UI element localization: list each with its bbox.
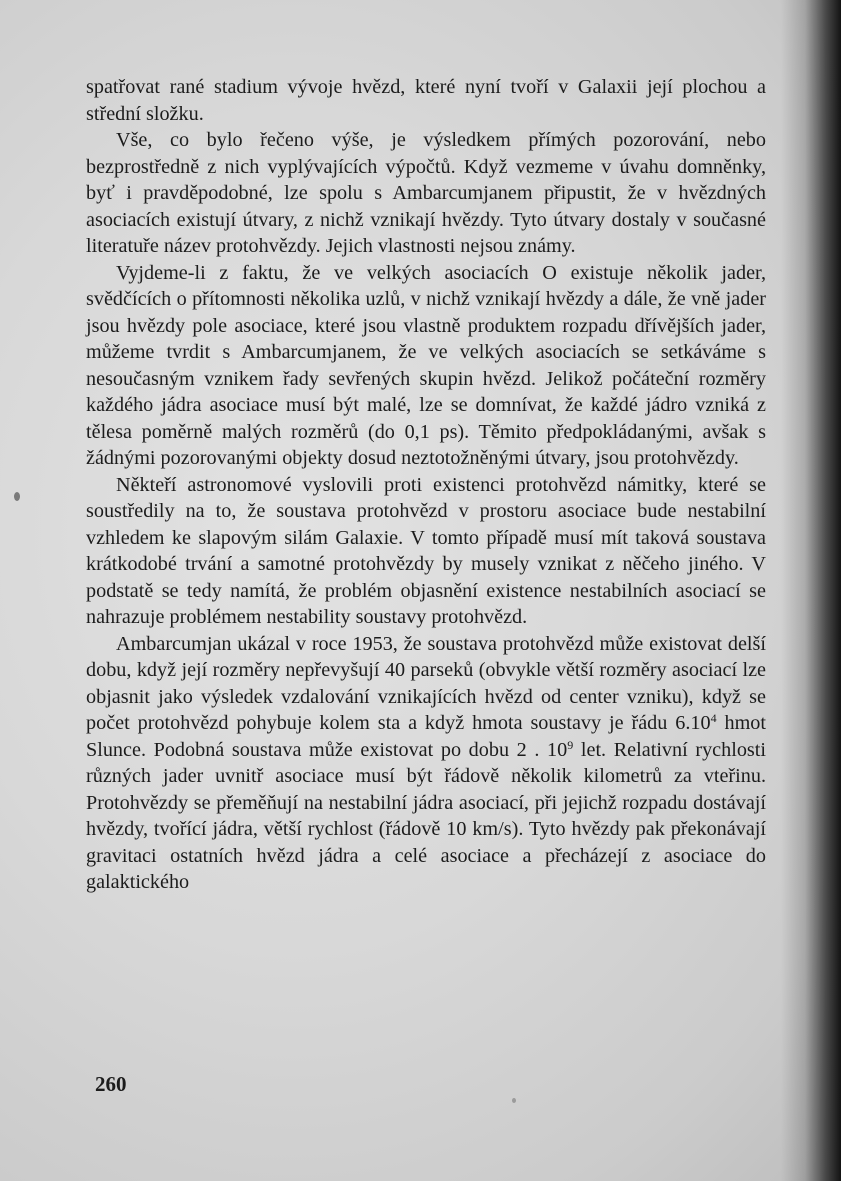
paragraph-5-text-c: let. Relativní rychlosti různých jader uvnitř asociace musí být řádově několik kilometrů za vteřinu. Protohvězdy se přeměňují na nestabilní jádra asociací, při jejichž rozpadu dostávají hvězdy, tvořící jádra, větší rychlost (řádově 10 km/s). Tyto hvězdy pak překonávají gravitaci ostatních hvězd jádra a celé asociace a přecházejí z asociace do galaktického (86, 738, 766, 893)
paragraph-1: spatřovat rané stadium vývoje hvězd, které nyní tvoří v Galaxii její plochou a střední složku. (86, 76, 766, 125)
paragraph-5-text-a: Ambarcumjan ukázal v roce 1953, že soustava protohvězd může existovat delší dobu, když její rozměry nepřevyšují 40 parseků (obvykle větší rozměry asociací lze objasnit jako výsledek vzdalování vznikajících hvězd od center vzniku), když se počet protohvězd pohybuje kolem sta a když hmota soustavy je řádu 6.10 (86, 632, 766, 734)
paragraph-5-text-b: hmot Slunce. Podobná soustava může existovat po dobu 2 . 10 (86, 712, 766, 761)
paragraph-5 (86, 631, 766, 896)
body-text (86, 74, 766, 896)
ink-speck (14, 492, 20, 501)
paragraph-4: Někteří astronomové vyslovili proti existenci protohvězd námitky, které se soustředily na to, že soustava protohvězd v prostoru asociace bude nestabilní vzhledem ke slapovým silám Galaxie. V tomto případě musí mít taková soustava krátkodobé trvání a samotné protohvězdy by musely vznikat z něčeho jiného. V podstatě se tedy namítá, že problém objasnění existence nestabilních asociací se nahrazuje problémem nestability soustavy protohvězd. (86, 473, 766, 628)
book-spine-shadow (781, 0, 841, 1181)
ink-speck (512, 1098, 516, 1103)
paragraph-3: Vyjdeme-li z faktu, že ve velkých asociacích O existuje několik jader, svědčících o přítomnosti několika uzlů, v nichž vznikají hvězdy a dále, že vně jader jsou hvězdy pole asociace, které jsou vlastně produktem rozpadu dřívějších jader, můžeme tvrdit s Ambarcumjanem, že ve velkých asociacích se setkáváme s nesoučasným vznikem řady sevřených skupin hvězd. Jelikož počáteční rozměry každého jádra asociace musí být malé, lze se domnívat, že každé jádro vzniká z tělesa poměrně malých rozměrů (do 0,1 ps). Těmito předpokládanými, avšak s žádnými pozorovanými objekty dosud neztotožněnými útvary, jsou protohvězdy. (86, 261, 766, 469)
exponent-nine: 9 (567, 737, 574, 752)
paragraph-2: Vše, co bylo řečeno výše, je výsledkem přímých pozorování, nebo bezprostředně z nich vyplývajících výpočtů. Když vezmeme v úvahu domněnky, byť i pravděpodobné, lze spolu s Ambarcumjanem připustit, že v hvězdných asociacích existují útvary, z nichž vznikají hvězdy. Tyto útvary dostaly v současné literatuře název protohvězdy. Jejich vlastnosti nejsou známy. (86, 129, 766, 257)
exponent-four: 4 (710, 711, 717, 725)
page-number: 260 (95, 1072, 127, 1096)
